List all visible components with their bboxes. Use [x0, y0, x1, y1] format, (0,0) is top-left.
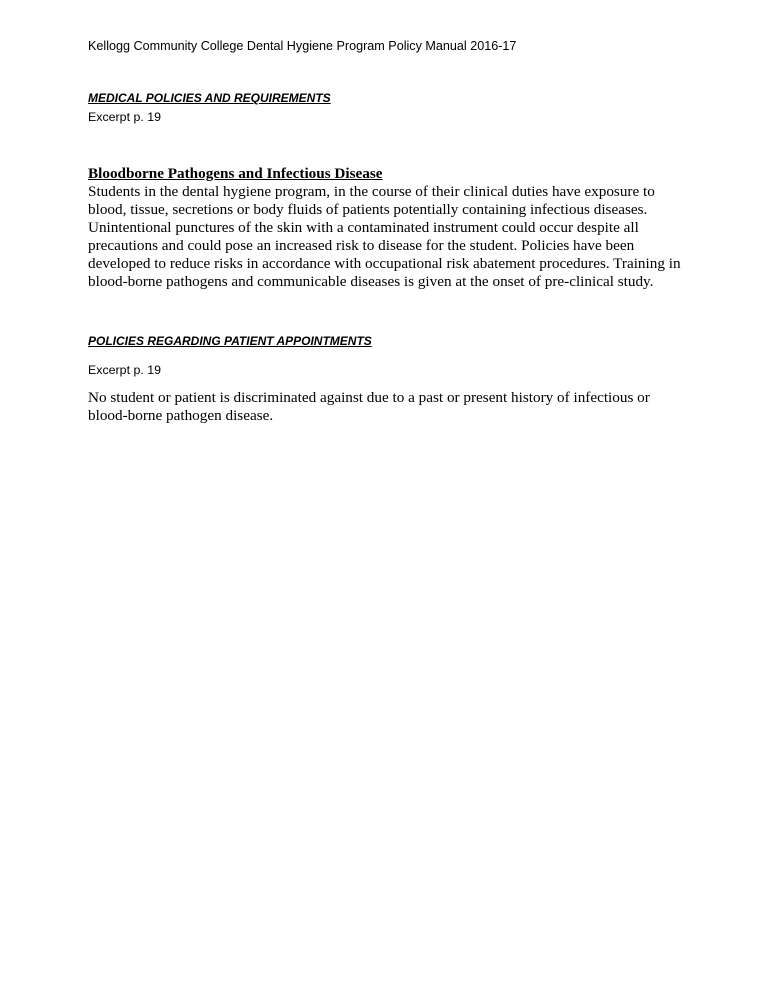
section-heading-medical-policies: MEDICAL POLICIES AND REQUIREMENTS: [88, 91, 331, 105]
excerpt-reference: Excerpt p. 19: [88, 363, 162, 377]
section-heading-patient-appointments: POLICIES REGARDING PATIENT APPOINTMENTS: [88, 334, 372, 348]
paragraph-patient-appointments: No student or patient is discriminated against due to a past or present history of infectious or blood-borne pathogen disease.: [88, 389, 650, 424]
subheading-bloodborne-pathogens: Bloodborne Pathogens and Infectious Disease: [88, 165, 383, 182]
running-header: Kellogg Community College Dental Hygiene Program Policy Manual 2016-17: [88, 39, 517, 53]
excerpt-reference: Excerpt p. 19: [88, 110, 162, 124]
paragraph-bloodborne-pathogens: Students in the dental hygiene program, in the course of their clinical duties have exposure to blood, tissue, secretions or body fluids of patients potentially containing infectious diseases. Unintentional punctures of the skin with a contaminated instrument could occur despite all precautions and could pose an increased risk to disease for the student. Policies have been developed to reduce risks in accordance with occupational risk abatement procedures. Training in blood-borne pathogens and communicable diseases is given at the onset of pre-clinical study.: [88, 183, 681, 290]
